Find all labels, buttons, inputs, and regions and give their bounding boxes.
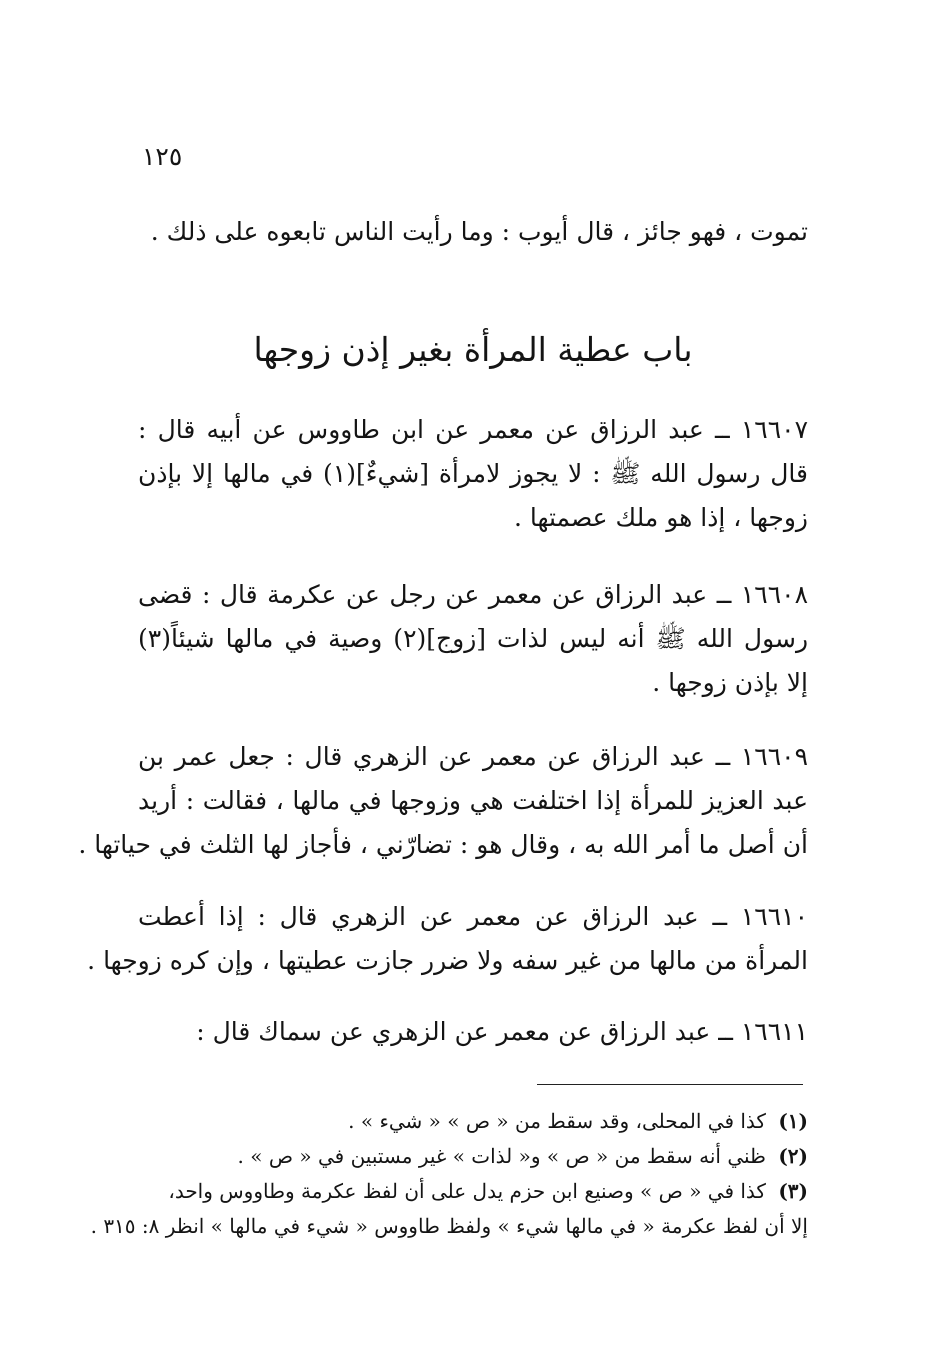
- hadith-line: المرأة من مالها من غير سفه ولا ضرر جازت عطيتها ، وإن كره زوجها .: [87, 946, 808, 975]
- footnote-divider: [537, 1084, 803, 1085]
- hadith-line: زوجها ، إذا هو ملك عصمتها .: [513, 503, 808, 532]
- hadith-16608: [138, 573, 808, 705]
- hadith-line: إلا بإذن زوجها .: [652, 668, 808, 697]
- footnote-text: ظني أنه سقط من « ص » و« لذات » غير مستبين في « ص » .: [237, 1144, 766, 1168]
- footnote-text: كذا في « ص » وصنيع ابن حزم يدل على أن لفظ عكرمة وطاووس واحد،: [168, 1179, 766, 1203]
- footnote-number: (٢): [778, 1144, 808, 1168]
- hadith-line: ١٦٦٠٩ ــ عبد الرزاق عن معمر عن الزهري قال : جعل عمر بن: [138, 742, 808, 771]
- page-number: ١٢٥: [142, 142, 183, 171]
- hadith-line: ١٦٦١١ ــ عبد الرزاق عن معمر عن الزهري عن سماك قال :: [196, 1017, 808, 1046]
- hadith-line: قال رسول الله ﷺ : لا يجوز لامرأة [شيءٌ](١) في مالها إلا بإذن: [138, 459, 808, 488]
- footnote-3: [138, 1174, 808, 1209]
- hadith-16610: [87, 895, 808, 983]
- footnote-text: كذا في المحلى، وقد سقط من « ص » « شيء » .: [348, 1109, 766, 1133]
- footnote-number: (٣): [778, 1179, 808, 1203]
- hadith-line: عبد العزيز للمرأة إذا اختلفت هي وزوجها في مالها ، فقالت : أريد: [138, 786, 808, 815]
- footnotes: [90, 1104, 808, 1244]
- hadith-16609: [78, 735, 808, 867]
- footnote-3-continuation: إلا أن لفظ عكرمة « في مالها شيء » ولفظ طاووس « شيء في مالها » انظر ٨: ٣١٥ .: [90, 1214, 808, 1238]
- hadith-line: ١٦٦٠٨ ــ عبد الرزاق عن معمر عن رجل عن عكرمة قال : قضى: [138, 580, 808, 609]
- hadith-line: ١٦٦٠٧ ــ عبد الرزاق عن معمر عن ابن طاووس عن أبيه قال :: [138, 415, 808, 444]
- hadith-16607: [138, 408, 808, 540]
- hadith-line: ١٦٦١٠ ــ عبد الرزاق عن معمر عن الزهري قال : إذا أعطت: [138, 902, 808, 931]
- continuation-text: تموت ، فهو جائز ، قال أيوب : وما رأيت الناس تابعوه على ذلك .: [150, 217, 808, 246]
- chapter-title: باب عطية المرأة بغير إذن زوجها: [253, 330, 693, 369]
- hadith-line: أن أصل ما أمر الله به ، وقال هو : تضارّني ، فأجاز لها الثلث في حياتها .: [78, 830, 808, 859]
- footnote-2: [138, 1139, 808, 1174]
- footnote-number: (١): [778, 1109, 808, 1133]
- hadith-16611: [138, 1010, 808, 1054]
- hadith-line: رسول الله ﷺ أنه ليس لذات [زوج](٢) وصية في مالها شيئاً(٣): [138, 624, 809, 653]
- footnote-1: [138, 1104, 808, 1139]
